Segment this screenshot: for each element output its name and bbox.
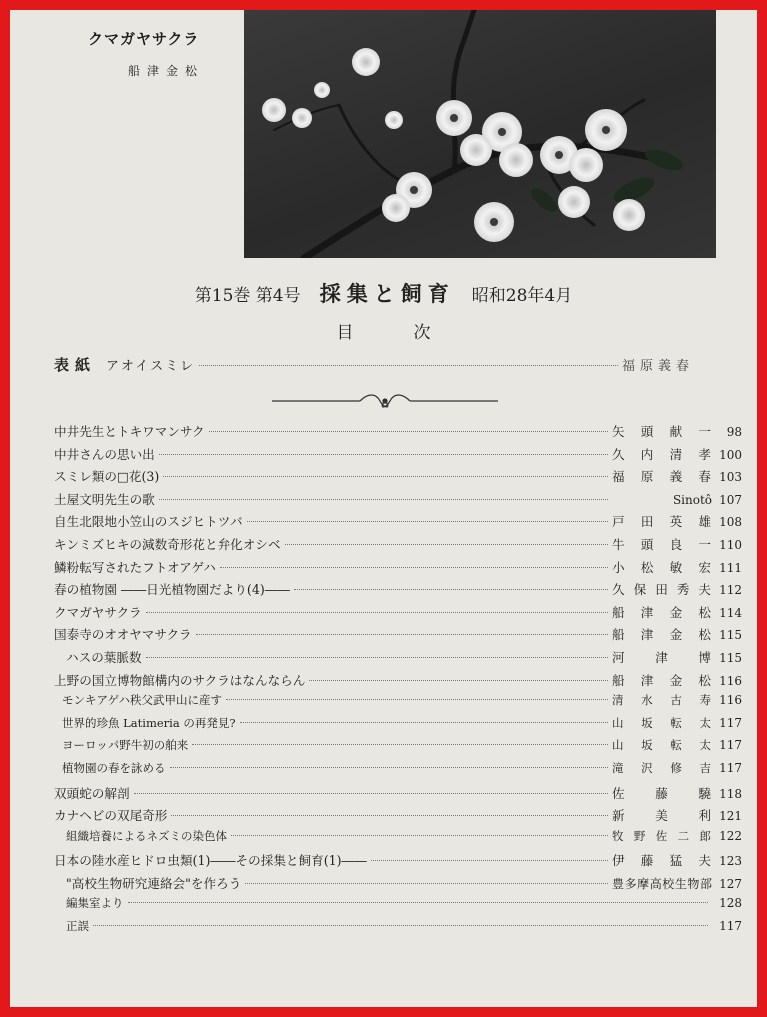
toc-entry-page: 98 (726, 425, 742, 439)
leader-dots (192, 744, 608, 745)
issue-header (10, 278, 757, 308)
leader-dots (128, 902, 709, 903)
toc-entry-author: 船津金松 (612, 604, 712, 620)
toc-entry-title: 中井先生とトキワマンサク (54, 424, 205, 439)
toc-entry-author: 山坂転太 (612, 715, 712, 730)
leader-dots (159, 499, 608, 500)
toc-entry (54, 489, 742, 512)
toc-entry-page: 117 (719, 760, 742, 775)
toc-entry (54, 828, 742, 851)
toc-entry-title: クマガヤサクラ (54, 604, 142, 620)
table-of-contents (54, 421, 742, 941)
toc-entry-page: 127 (719, 876, 742, 891)
toc-entry-title: 双頭蛇の解剖 (54, 785, 130, 801)
toc-entry (54, 579, 742, 602)
leader-dots (371, 860, 608, 861)
toc-entry-page: 111 (719, 560, 742, 575)
toc-entry (54, 873, 742, 896)
leader-dots (226, 699, 608, 700)
toc-entry-title: 自生北限地小笠山のスジヒトツバ (54, 514, 243, 530)
toc-entry (54, 466, 742, 489)
toc-entry-author: 戸田英雄 (612, 514, 712, 530)
leader-dots (171, 815, 608, 816)
toc-entry-page: 118 (719, 786, 742, 801)
toc-entry-title: 春の植物園 ――日光植物園だより(4)―― (54, 582, 290, 598)
toc-entry-author: 牧野佐二郎 (612, 828, 712, 843)
toc-entry (54, 602, 742, 625)
toc-entry (54, 715, 742, 738)
toc-entry-author: 小松敏宏 (612, 559, 712, 575)
leader-dots (159, 454, 608, 455)
toc-entry-page: 117 (719, 715, 742, 730)
toc-entry (54, 624, 742, 647)
toc-entry-author: Sinotô (672, 492, 712, 507)
leader-dots (170, 767, 609, 768)
toc-entry-page: 100 (719, 447, 742, 462)
toc-entry-title: 正誤 (66, 919, 89, 934)
toc-entry-title: 鱗粉転写されたフトオアゲハ (54, 559, 216, 575)
toc-entry-title: 中井さんの思い出 (54, 446, 155, 462)
toc-entry-title: 編集室より (66, 896, 124, 911)
issue-date: 昭和28年4月 (471, 286, 573, 306)
leader-dots (231, 835, 608, 836)
toc-entry-title: 上野の国立博物館構内のサクラはなんならん (54, 672, 306, 688)
magazine-title: 採集と飼育 (319, 282, 455, 306)
toc-entry (54, 534, 742, 557)
photo-caption-title: クマガヤサクラ (88, 30, 200, 48)
toc-entry-page: 117 (719, 738, 742, 753)
toc-entry-author: 久内清孝 (612, 446, 712, 462)
cover-author: 福原義春 (621, 359, 694, 374)
toc-entry (54, 692, 742, 715)
toc-entry-author: 船津金松 (612, 627, 712, 643)
toc-entry-page: 110 (719, 537, 742, 552)
leader-dots (309, 680, 608, 681)
toc-entry-page: 108 (719, 515, 742, 530)
toc-entry-page: 123 (719, 854, 742, 869)
toc-entry-author: 久保田秀夫 (612, 582, 712, 598)
toc-entry-title: スミレ類の□花(3) (54, 469, 160, 485)
cherry-blossom-photo (244, 10, 716, 258)
leader-dots (196, 634, 608, 635)
toc-entry (54, 557, 742, 580)
toc-entry-title: ハスの葉脈数 (66, 649, 142, 665)
toc-entry-author: 豊多摩高校生物部 (612, 876, 712, 891)
toc-entry (54, 760, 742, 783)
toc-entry-title: 土屋文明先生の歌 (54, 491, 155, 507)
leader-dots (240, 722, 608, 723)
toc-entry-author: 山坂転太 (612, 738, 712, 753)
toc-entry (54, 895, 742, 918)
toc-entry-author: 佐藤驍 (612, 785, 712, 801)
toc-entry-page: 112 (719, 583, 742, 598)
toc-entry-page: 115 (719, 628, 742, 643)
leader-dots (285, 544, 608, 545)
toc-entry-title: キンミズヒキの減数奇形花と弁化オシベ (54, 536, 281, 552)
toc-entry-page: 114 (719, 605, 742, 620)
toc-entry (54, 670, 742, 693)
ornament-divider-icon (272, 390, 498, 412)
toc-entry-title: 植物園の春を詠める (62, 760, 166, 775)
toc-entry-page: 128 (719, 896, 742, 911)
leader-dots (209, 431, 608, 432)
toc-entry-page: 116 (719, 693, 742, 708)
toc-entry-title: 世界的珍魚 Latimeria の再発見? (62, 715, 236, 730)
toc-entry-author: 滝沢修吉 (612, 760, 712, 775)
toc-entry-author: 矢頭献一 (612, 424, 712, 439)
leader-dots (134, 793, 608, 794)
toc-entry (54, 737, 742, 760)
toc-entry-page: 107 (719, 492, 742, 507)
toc-entry (54, 918, 742, 941)
toc-entry-page: 121 (719, 809, 742, 824)
leader-dots (146, 657, 608, 658)
leader-dots (163, 476, 608, 477)
toc-entry-title: 日本の陸水産ヒドロ虫類(1)――その採集と飼育(1)―― (54, 853, 367, 869)
toc-entry (54, 444, 742, 467)
toc-entry-author: 牛頭良一 (612, 536, 712, 552)
leader-dots (245, 883, 608, 884)
toc-entry (54, 647, 742, 670)
cover-label: 表紙 (54, 356, 97, 374)
cover-title: アオイスミレ (106, 359, 196, 374)
toc-entry-author: 清水古寿 (612, 693, 712, 708)
magazine-page (10, 10, 757, 1007)
toc-entry-page: 116 (719, 673, 742, 688)
cover-credit-row (54, 354, 694, 376)
toc-entry (54, 511, 742, 534)
leader-dots (93, 925, 708, 926)
toc-entry-author: 河津博 (612, 649, 712, 665)
toc-entry-author: 新美利 (612, 808, 712, 824)
toc-entry-title: "高校生物研究連絡会"を作ろう (66, 875, 242, 891)
leader-dots (220, 567, 608, 568)
photo-caption-author: 船津金松 (128, 64, 205, 78)
toc-entry-author: 船津金松 (612, 672, 712, 688)
contents-heading: 目次 (336, 323, 491, 343)
leader-dots (146, 612, 608, 613)
toc-entry (54, 421, 742, 444)
toc-entry-page: 117 (719, 919, 742, 934)
leader-dots (294, 589, 608, 590)
toc-entry (54, 783, 742, 806)
toc-entry-title: カナヘビの双尾奇形 (54, 808, 168, 824)
leader-dots (199, 365, 618, 366)
toc-entry (54, 850, 742, 873)
toc-entry (54, 805, 742, 828)
toc-entry-title: 組織培養によるネズミの染色体 (66, 828, 227, 843)
toc-entry-title: モンキアゲハ秩父武甲山に産す (62, 693, 222, 708)
volume-number: 第15巻 第4号 (194, 286, 301, 306)
toc-entry-title: ヨーロッパ野牛初の舶来 (62, 738, 189, 753)
toc-entry-page: 122 (719, 828, 742, 843)
toc-entry-title: 国泰寺のオオヤマサクラ (54, 627, 192, 643)
toc-entry-author: 福原義春 (612, 469, 712, 485)
toc-entry-page: 115 (719, 650, 742, 665)
toc-entry-author: 伊藤猛夫 (612, 853, 712, 869)
leader-dots (247, 521, 608, 522)
cherry-blossom-image (244, 10, 716, 258)
toc-entry-page: 103 (719, 470, 742, 485)
